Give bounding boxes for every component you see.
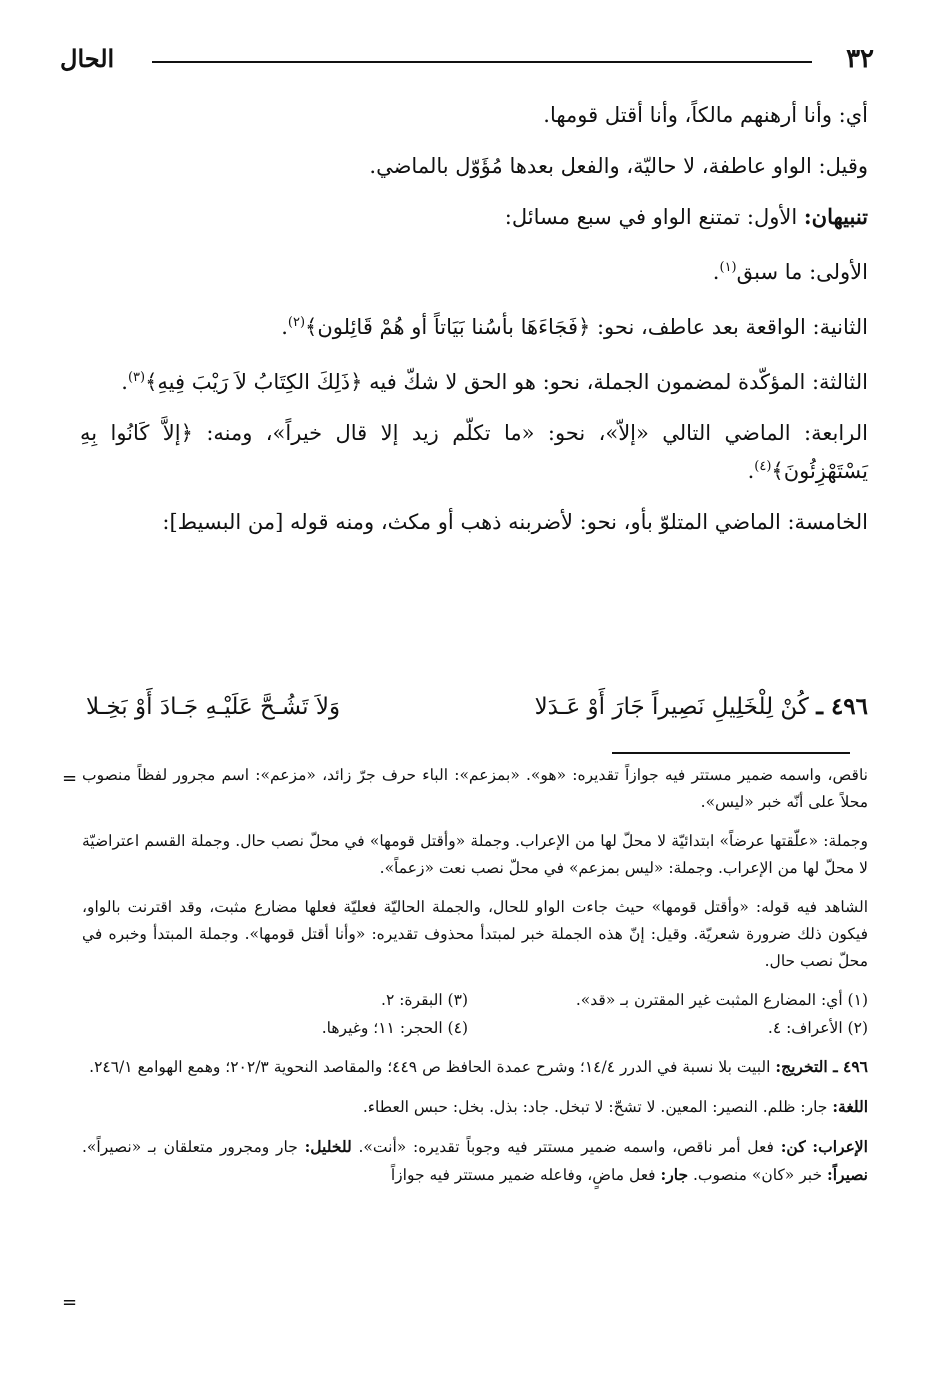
paragraph-text: الرابعة: الماضي التالي «إلاّ»، نحو: «ما تكلّم زيد إلا قال خيراً»، ومنه: ﴿إلاَّ كَانُوا بِهِ يَسْتَهْزِئُونَ﴾: [80, 421, 868, 483]
note-paragraph: الشاهد فيه قوله: «وأقتل قومها» حيث جاءت الواو للحال، والجملة الحاليّة فعليّة فعلها مضارع مثبت، وقد اقترنت بالواو، فيكون ذلك ضرورة شعريّة. وقيل: إنّ هذه الجملة خبر لمبتدأ محذوف تقديره: «وأنا أقتل قومها». وجملة المبتدأ وخبره في محلّ نصب حال.: [82, 898, 868, 970]
paragraph: وقيل: الواو عاطفة، لا حاليّة، والفعل بعدها مُؤَوّل بالماضي.: [369, 154, 868, 178]
lugha-text: جار: ظلم. النصير: المعين. لا تشحّ: لا تبخل. جاد: بذل. بخل: حبس العطاء.: [362, 1098, 828, 1116]
paragraph: [80, 306, 868, 344]
lugha-label: اللغة:: [832, 1097, 868, 1116]
period: .: [121, 370, 128, 394]
irab-term: للخليل:: [304, 1137, 352, 1156]
takhrij-label: ٤٩٦ ـ التخريج:: [775, 1057, 868, 1076]
note-paragraph: ناقص، واسمه ضمير مستتر فيه جوازاً تقديره: «هو». «بمزعم»: الباء حرف جرّ زائد، «مزعم»: اسم مجرور لفظاً منصوب محلاً على أنّه خبر «ليس».: [82, 766, 868, 811]
irab-text: خبر «كان» منصوب.: [692, 1166, 823, 1184]
paragraph: [80, 200, 868, 234]
irab-text: فعل ماضٍ، وفاعله ضمير مستتر فيه جوازاً: [390, 1166, 656, 1184]
paragraph: [80, 251, 868, 289]
verse-number: ٤٩٦ ـ: [816, 693, 868, 720]
footnote-3: (٣) البقرة: ٢.: [381, 991, 468, 1009]
footnote-separator: [612, 752, 850, 754]
continuation-mark: =: [62, 1292, 78, 1313]
paragraph-text: الثالثة: المؤكّدة لمضمون الجملة، نحو: هو الحق لا شكّ فيه ﴿ذَلِكَ الكِتَابُ لاَ رَيْبَ فِيهِ﴾: [145, 370, 868, 394]
page-number: ٣٢: [846, 44, 874, 74]
footnote-2: (٢) الأعراف: ٤.: [767, 1019, 868, 1037]
irab-term: كن:: [780, 1137, 806, 1156]
footnote-4: (٤) الحجر: ١١؛ وغيرها.: [321, 1019, 468, 1037]
footnote-ref: (١): [719, 260, 737, 275]
lugha-note: [82, 1093, 868, 1121]
verse-second-hemistich: وَلاَ تَشُـحَّ عَلَيْـهِ جَـادَ أَوْ بَخِـلا: [86, 694, 341, 720]
continuation-mark: =: [62, 768, 78, 789]
header-rule: [152, 61, 812, 63]
paragraph-text: الثانية: الواقعة بعد عاطف، نحو: ﴿فَجَاءَهَا بأسُنا بَيَاتاً أو هُمْ قَائِلون﴾: [305, 315, 868, 339]
section-label: تنبيهان:: [803, 204, 868, 229]
irab-note: [82, 1133, 868, 1189]
note-paragraph: وجملة: «علّقتها عرضاً» ابتدائيّة لا محلّ لها من الإعراب. وجملة «وأقتل قومها» في محلّ نصب حال. وجملة القسم اعتراضيّة لا محلّ لها من الإعراب. وجملة: «ليس بمزعم» في محلّ نصب نعت «زعماً».: [82, 832, 868, 877]
takhrij-note: [82, 1053, 868, 1081]
verse-first-hemistich: [535, 690, 868, 724]
irab-text: فعل أمر ناقص، واسمه ضمير مستتر فيه وجوباً تقديره: «أنت».: [358, 1138, 774, 1156]
takhrij-text: البيت بلا نسبة في الدرر ١٤/٤؛ وشرح عمدة الحافظ ص ٤٤٩؛ والمقاصد النحوية ٢٠٢/٣؛ وهمع الهوامع ٢٤٦/١.: [89, 1058, 771, 1076]
footnote-list: [82, 987, 868, 1045]
footnote-ref: (٣): [127, 370, 146, 385]
irab-term: نصيراً:: [826, 1165, 868, 1184]
running-title: الحال: [60, 44, 115, 73]
poetry-verse: [86, 690, 868, 730]
paragraph: الخامسة: الماضي المتلوّ بأو، نحو: لأضربنه ذهب أو مكث، ومنه قوله [من البسيط]:: [162, 510, 868, 534]
footnote-ref: (٢): [287, 315, 306, 330]
period: .: [712, 260, 720, 284]
paragraph-text: الأولى: ما سبق: [736, 260, 868, 284]
paragraph: [80, 416, 868, 488]
page-header: [60, 42, 874, 82]
irab-label: الإعراب:: [812, 1137, 868, 1156]
paragraph: أي: وأنا أرهنهم مالكاً، وأنا أقتل قومها.: [543, 103, 868, 127]
paragraph: [80, 361, 868, 399]
footnote-1: (١) أي: المضارع المثبت غير المقترن بـ «قد».: [575, 991, 868, 1009]
main-text: [80, 98, 868, 556]
footnotes: [82, 762, 868, 1201]
period: .: [281, 315, 288, 339]
hemistich-text: كُنْ لِلْخَلِيلِ نَصِيراً جَارَ أَوْ عَـدَلا: [534, 694, 809, 720]
irab-term: جار:: [660, 1165, 689, 1184]
paragraph-text: الأول: تمتنع الواو في سبع مسائل:: [504, 205, 798, 229]
footnote-ref: (٤): [754, 459, 772, 474]
irab-text: جار ومجرور متعلقان بـ «نصيراً».: [82, 1138, 298, 1156]
period: .: [747, 459, 755, 483]
